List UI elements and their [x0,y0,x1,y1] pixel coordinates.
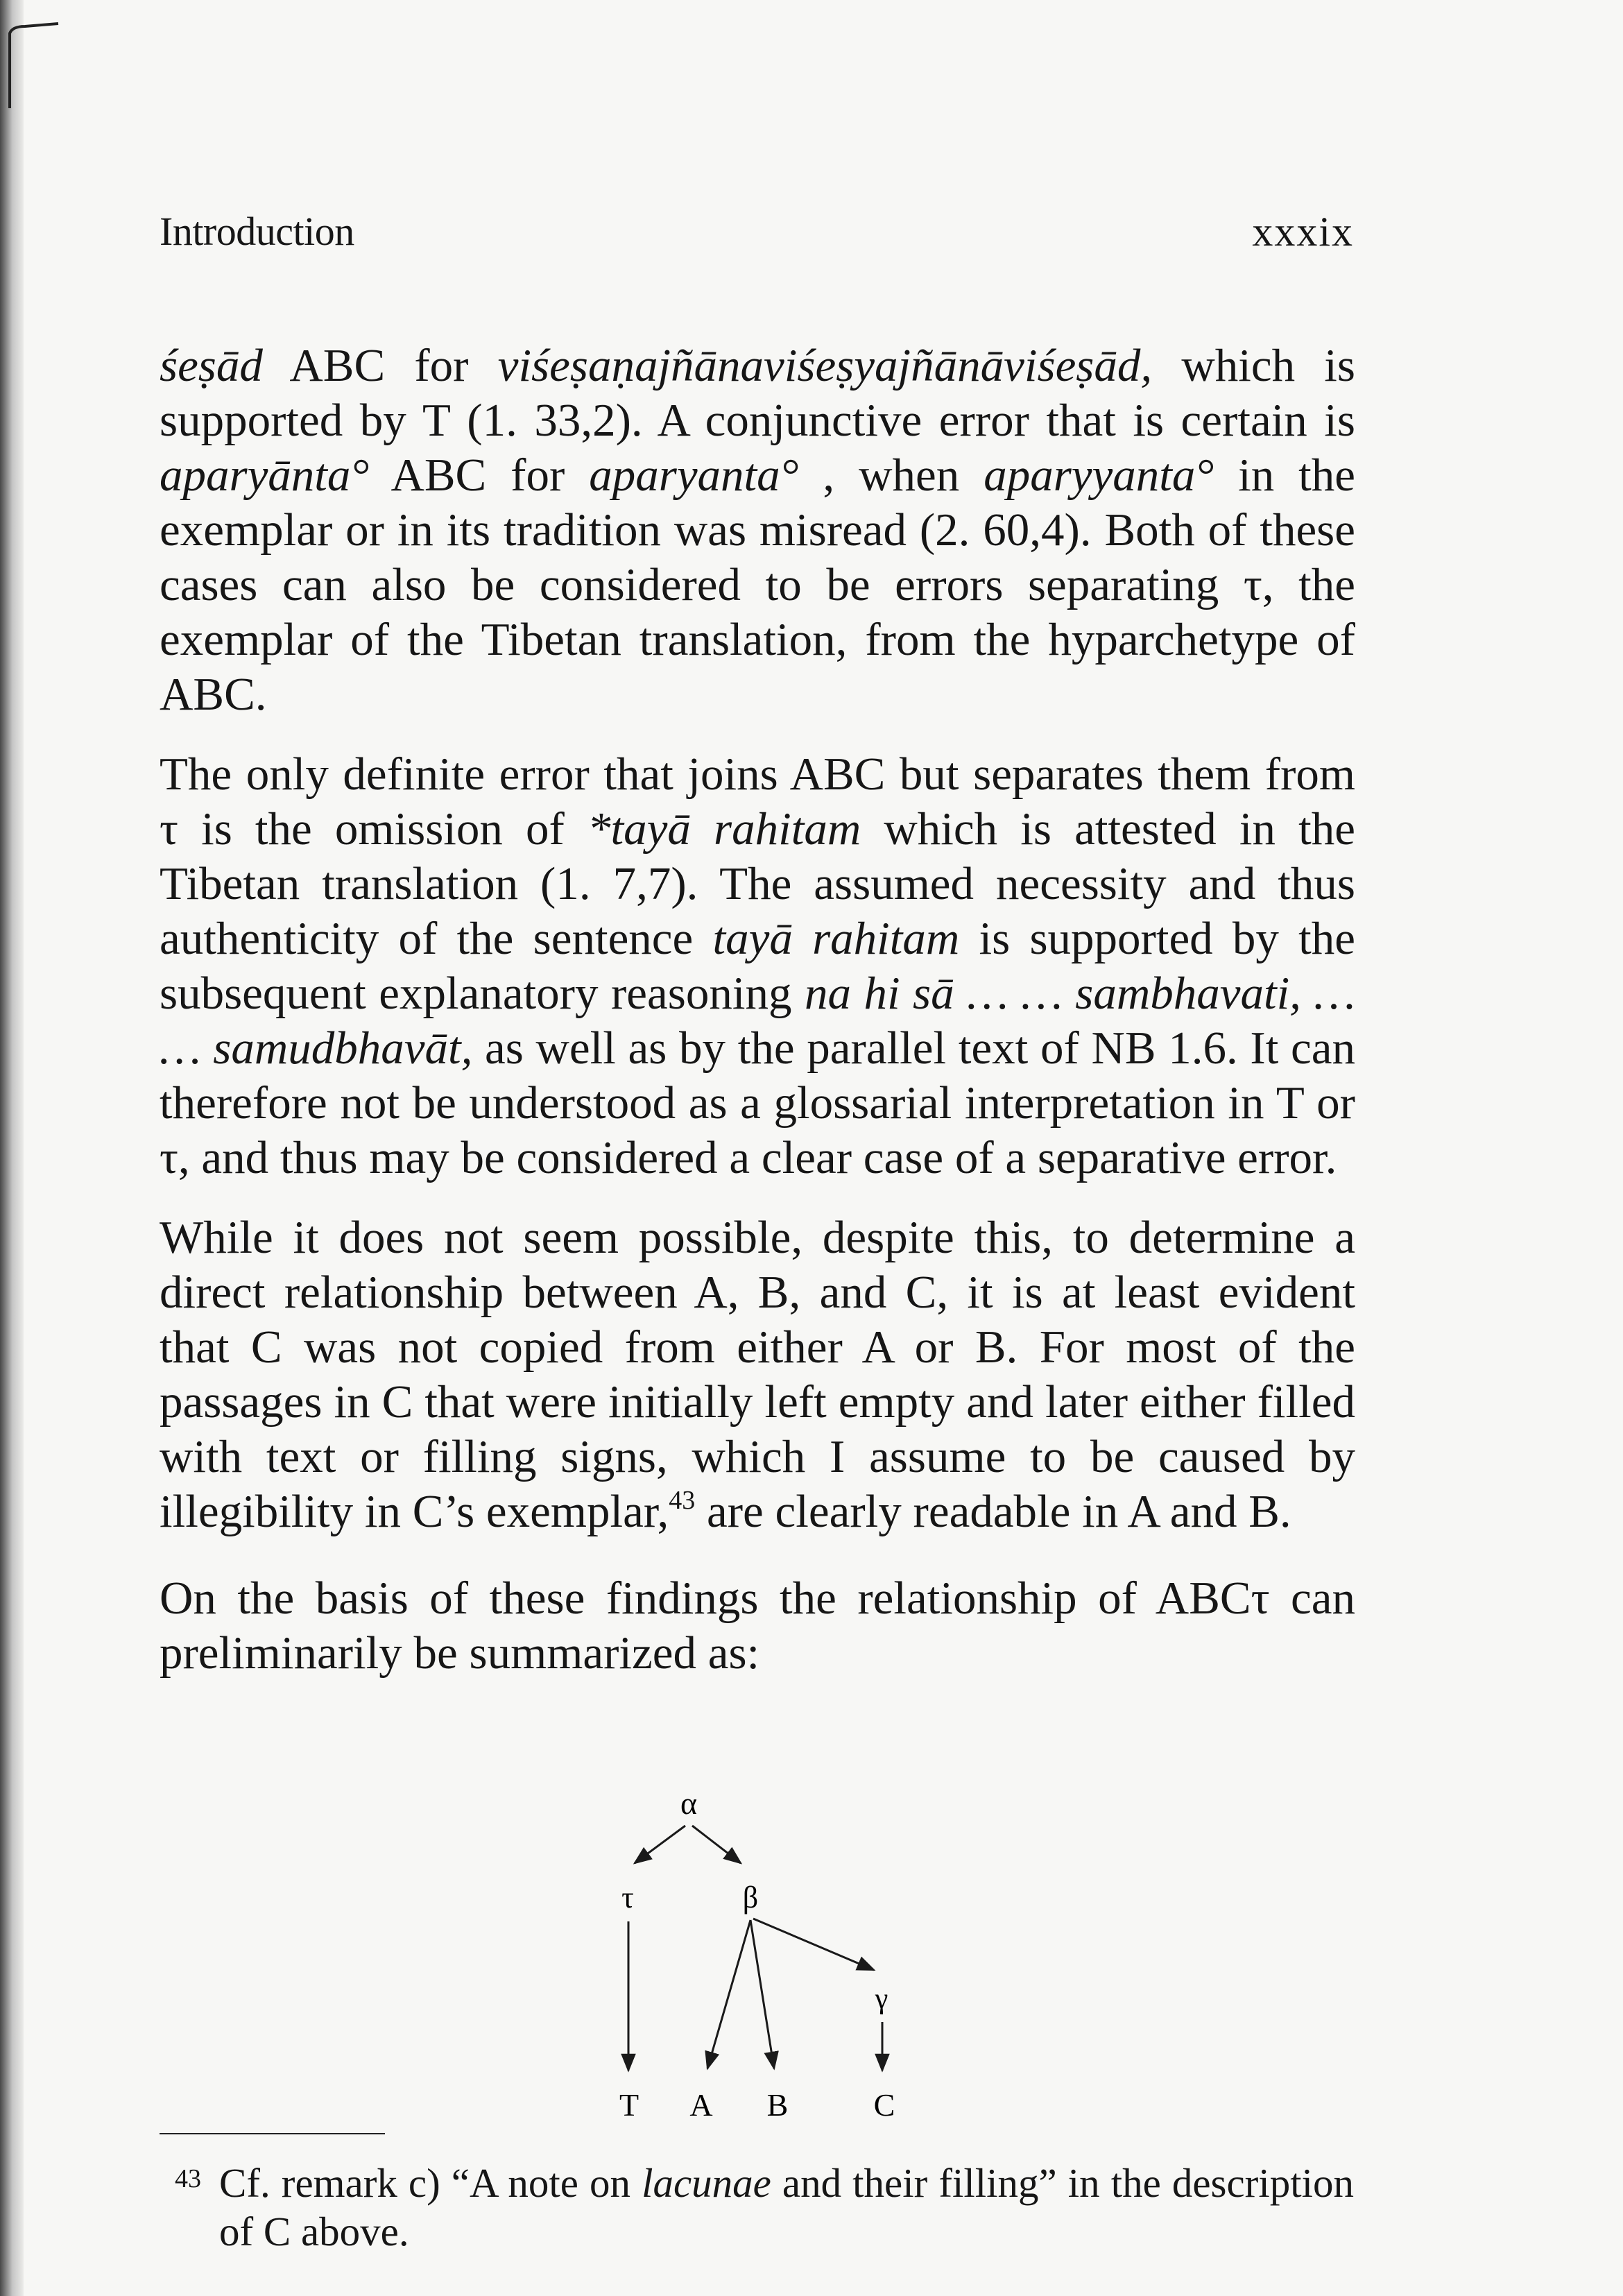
footnote-reference[interactable]: 43 [669,1486,696,1515]
stemma-edge-alpha-tau [635,1826,685,1863]
stemma-node-gamma: γ [875,1983,888,2015]
page-number: xxxix [1252,209,1354,255]
footnote-separator [160,2133,385,2134]
footnote-43 [175,2159,1354,2256]
stemma-witness-B: B [766,2087,789,2123]
stemma-diagram [569,1783,929,2130]
corner-crop-mark [4,19,60,110]
stemma-edge-beta-gamma [753,1919,874,1970]
stemma-node-alpha: α [680,1785,698,1821]
stemma-node-tau: τ [621,1881,634,1914]
footnote-number: 43 [175,2164,201,2193]
paragraph-4: On the basis of these findings the relationship of ABCτ can preliminarily be summarized as: [160,1573,1355,1679]
stemma-witness-T: T [619,2087,639,2123]
stemma-witness-A: A [689,2087,713,2123]
body-text [160,339,1355,1681]
paragraph-2: The only definite error that joins ABC but separates them from τ is the omission of *tayā rahitam which is attested in the Tibetan translation (1. 7,7). The assumed necessity and thus authenticity of the sentence tayā rahitam is supported by the subsequent explanatory reasoning na hi sā … … sambhavati, … … samudbhavāt, as well as by the parallel text of NB 1.6. It can therefore not be understood as a glossarial interpretation in T or τ, and thus may be considered a clear case of a separative error. [160,748,1356,1183]
stemma-edge-beta-A [707,1920,750,2068]
paragraph-1: śeṣād ABC for viśeṣaṇajñānaviśeṣyajñānāviśeṣād, which is supported by T (1. 33,2). A conjunctive error that is certain is aparyānta° ABC for aparyanta° , when aparyyanta° in the exemplar or in its tradition was misread (2. 60,4). Both of these cases can also be considered to be errors separating τ, the exemplar of the Tibetan translation, from the hyparchetype of ABC. [160,340,1356,720]
paragraph-3: While it does not seem possible, despite this, to determine a direct relationship between A, B, and C, it is at least evident that C was not copied from either A or B. For most of the passages in C that were initially left empty and later either filled with text or filling signs, which I assume to be caused by illegibility in C’s exemplar,$^{43}$ are clearly readable in A and B. [160,1212,1355,1537]
stemma-edge-beta-B [750,1920,774,2068]
stemma-node-beta: β [742,1881,759,1914]
stemma-edge-alpha-beta [692,1826,741,1863]
stemma-witness-C: C [873,2087,895,2123]
scan-edge-shadow [0,0,24,2296]
footnote-text: Cf. remark c) “A note on lacunae and their filling” in the description of C above. [219,2160,1355,2254]
running-head-title: Introduction [160,209,354,254]
